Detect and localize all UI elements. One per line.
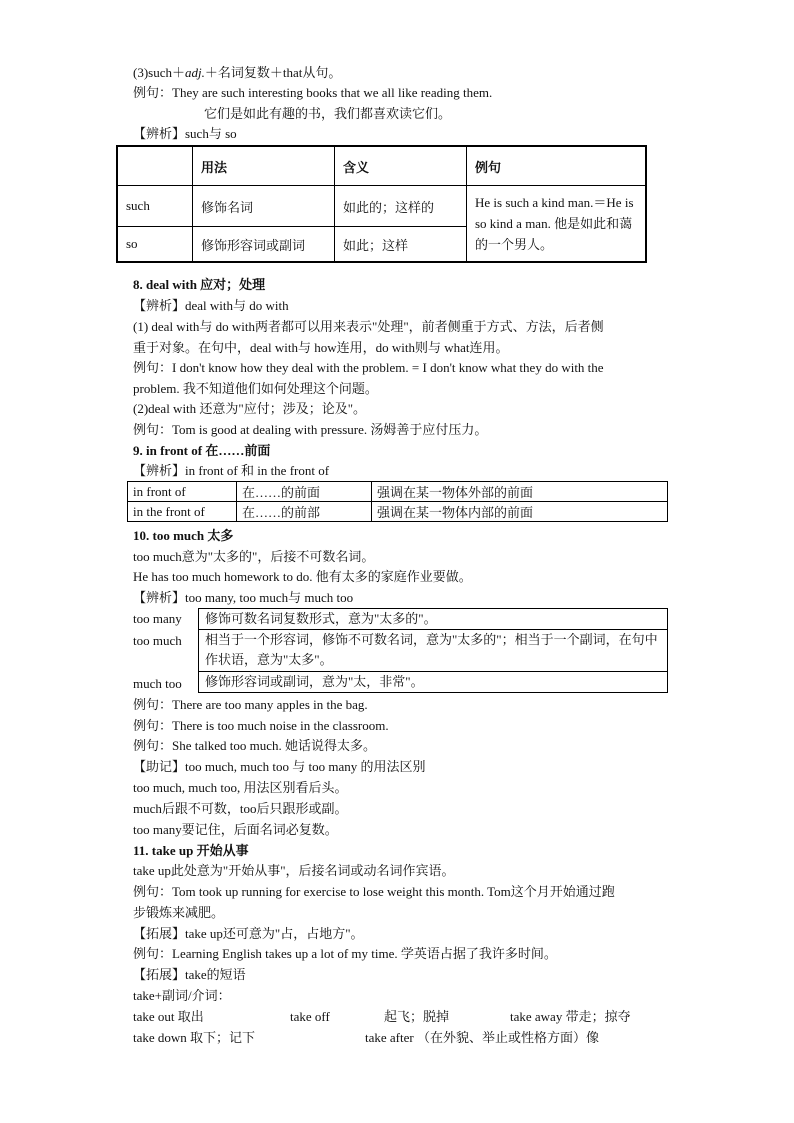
text-span: adj. (185, 65, 205, 80)
text-line: 例句：There are too many apples in the bag. (133, 697, 368, 712)
table-cell: 如此的；这样的 (335, 186, 467, 227)
text-line: 例句：Tom is good at dealing with pressure. 汤姆善于应付压力。 (133, 422, 488, 437)
text-line: He has too much homework to do. 他有太多的家庭作业要做。 (133, 569, 472, 584)
table-header: 例句 (467, 146, 647, 186)
text-line: 它们是如此有趣的书，我们都喜欢读它们。 (204, 106, 452, 121)
text-line: 【辨析】such与 so (133, 126, 237, 141)
such-so-table (116, 145, 647, 263)
section-heading: 9. in front of 在……前面 (133, 443, 271, 458)
table-cell: 相当于一个形容词，修饰不可数名词，意为"太多的"；相当于一个副词，在句中作状语，意为"太多"。 (198, 629, 668, 672)
text-line: too much意为"太多的"，后接不可数名词。 (133, 549, 375, 564)
text-line: too much, much too, 用法区别看后头。 (133, 780, 348, 795)
text-line: 重于对象。在句中，deal with与 how连用，do with则与 what连用。 (133, 340, 509, 355)
table-header: 含义 (335, 146, 467, 186)
in-front-of-table (127, 481, 668, 522)
phrase-item: 起飞；脱掉 (384, 1009, 450, 1024)
text-line: 例句：There is too much noise in the classroom. (133, 718, 389, 733)
section-heading: 10. too much 太多 (133, 528, 234, 543)
phrase-item: take down 取下；记下 (133, 1030, 256, 1045)
table-cell: in the front of (128, 502, 237, 522)
table-cell: 修饰形容词或副词 (193, 227, 335, 263)
text-line: 例句：Learning English takes up a lot of my time. 学英语占据了我许多时间。 (133, 946, 557, 961)
text-line: 例句：I don't know how they deal with the problem. = I don't know what they do with the (133, 360, 604, 375)
text-line: (1) deal with与 do with两者都可以用来表示"处理"，前者侧重于方式、方法，后者侧 (133, 319, 604, 334)
table-cell: 在……的前面 (237, 482, 372, 502)
text-line: too many要记住，后面名词必复数。 (133, 822, 338, 837)
table-cell: 在……的前部 (237, 502, 372, 522)
table-cell: 修饰形容词或副词，意为"太，非常"。 (198, 671, 668, 693)
table-cell: 强调在某一物体内部的前面 (372, 502, 668, 522)
text-line: 【拓展】take up还可意为"占，占地方"。 (133, 926, 364, 941)
text-line: 【辨析】in front of 和 in the front of (133, 463, 330, 478)
table-cell: such (117, 186, 193, 227)
table-label: too much (133, 633, 182, 648)
table-cell-example: He is such a kind man.＝He is so kind a man. 他是如此和蔼的一个男人。 (467, 186, 647, 263)
text-line: 例句：She talked too much. 她话说得太多。 (133, 738, 377, 753)
text-line: 【助记】too much, much too 与 too many 的用法区别 (133, 759, 426, 774)
table-label: too many (133, 611, 182, 626)
text-line: 例句：Tom took up running for exercise to lose weight this month. Tom这个月开始通过跑 (133, 884, 615, 899)
phrase-item: take off (290, 1009, 330, 1024)
table-cell: 强调在某一物体外部的前面 (372, 482, 668, 502)
text-line (133, 64, 341, 81)
text-line: 例句：They are such interesting books that we all like reading them. (133, 85, 493, 100)
table-header: 用法 (193, 146, 335, 186)
text-line: 【辨析】deal with与 do with (133, 298, 289, 313)
phrase-item: take away 带走；掠夺 (510, 1009, 631, 1024)
phrase-item: take after （在外貌、举止或性格方面）像 (365, 1030, 599, 1045)
text-line: much后跟不可数，too后只跟形或副。 (133, 801, 348, 816)
table-cell: 修饰可数名词复数形式，意为"太多的"。 (198, 608, 668, 630)
section-heading: 8. deal with 应对；处理 (133, 277, 266, 292)
text-line: take up此处意为"开始从事"，后接名词或动名词作宾语。 (133, 863, 455, 878)
text-line: problem. 我不知道他们如何处理这个问题。 (133, 381, 378, 396)
table-cell: 修饰名词 (193, 186, 335, 227)
section-heading: 11. take up 开始从事 (133, 843, 249, 858)
text-line: take+副词/介词： (133, 988, 231, 1003)
text-span: (3)such＋ (133, 65, 185, 80)
phrase-item: take out 取出 (133, 1009, 204, 1024)
text-line: 步锻炼来减肥。 (133, 905, 225, 920)
table-label: much too (133, 676, 182, 691)
table-cell: so (117, 227, 193, 263)
table-header (117, 146, 193, 186)
text-line: 【辨析】too many, too much与 much too (133, 590, 354, 605)
text-line: (2)deal with 还意为"应付；涉及；论及"。 (133, 401, 367, 416)
text-line: 【拓展】take的短语 (133, 967, 246, 982)
text-span: ＋名词复数＋that从句。 (204, 65, 342, 80)
table-cell: 如此；这样 (335, 227, 467, 263)
table-cell: in front of (128, 482, 237, 502)
